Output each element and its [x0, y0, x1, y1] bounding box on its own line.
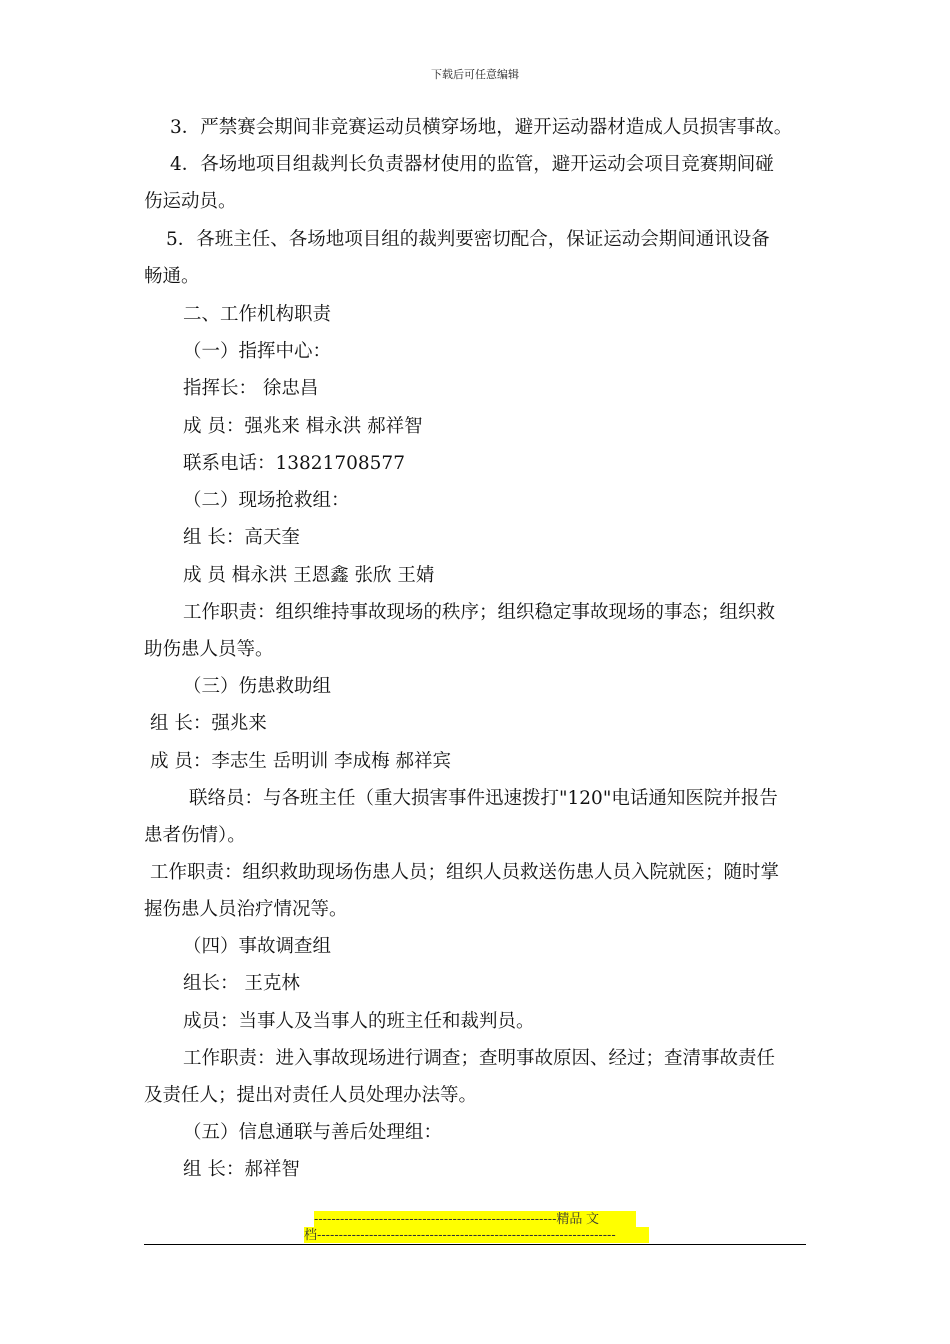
text-line: 4．各场地项目组裁判长负责器材使用的监管，避开运动会项目竞赛期间碰: [170, 154, 774, 175]
text-line: 组 长：强兆来: [150, 713, 267, 734]
text-line: 畅通。: [144, 266, 200, 287]
footer-watermark-line1: --------------------------------------------------------精品 文: [314, 1211, 636, 1227]
text-line: 工作职责：组织维持事故现场的秩序；组织稳定事故现场的事态；组织救: [183, 602, 776, 623]
text-line: 指挥长： 徐忠昌: [183, 378, 319, 399]
text-line: 成 员：强兆来 楫永洪 郝祥智: [183, 416, 423, 437]
text-line: 组 长：高天奎: [183, 527, 300, 548]
text-line: 伤运动员。: [144, 191, 237, 212]
text-line: 及责任人；提出对责任人员处理办法等。: [144, 1085, 478, 1106]
footer-watermark-line2: 档---------------------------------------------------------------------: [304, 1227, 649, 1243]
subsection-heading: （五）信息通联与善后处理组：: [183, 1122, 443, 1143]
text-line: 工作职责：进入事故现场进行调查；查明事故原因、经过；查清事故责任: [183, 1048, 776, 1069]
subsection-heading: （二）现场抢救组：: [183, 490, 350, 511]
text-line: 成员：当事人及当事人的班主任和裁判员。: [183, 1011, 535, 1032]
text-line: 3．严禁赛会期间非竞赛运动员横穿场地，避开运动器材造成人员损害事故。: [170, 117, 793, 138]
text-line: 5．各班主任、各场地项目组的裁判要密切配合，保证运动会期间通讯设备: [166, 229, 770, 250]
page-header: 下载后可任意编辑: [431, 68, 519, 81]
text-line: 成 员：李志生 岳明训 李成梅 郝祥宾: [150, 751, 452, 772]
text-line: 联络员：与各班主任（重大损害事件迅速拨打"120"电话通知医院并报告: [189, 788, 778, 809]
section-heading: 二、工作机构职责: [183, 304, 332, 325]
footer-rule: [144, 1244, 806, 1245]
subsection-heading: （三）伤患救助组: [183, 676, 332, 697]
text-line: 助伤患人员等。: [144, 639, 274, 660]
text-line: 组 长：郝祥智: [183, 1159, 300, 1180]
text-line: 组长： 王克林: [183, 973, 300, 994]
text-line: 患者伤情）。: [144, 825, 246, 846]
subsection-heading: （一）指挥中心：: [183, 341, 332, 362]
text-line: 工作职责：组织救助现场伤患人员；组织人员救送伤患人员入院就医；随时掌: [150, 862, 780, 883]
subsection-heading: （四）事故调查组: [183, 936, 332, 957]
text-line: 成 员 楫永洪 王恩鑫 张欣 王婧: [183, 565, 435, 586]
text-line: 握伤患人员治疗情况等。: [144, 899, 348, 920]
text-line: 联系电话：13821708577: [183, 453, 405, 474]
